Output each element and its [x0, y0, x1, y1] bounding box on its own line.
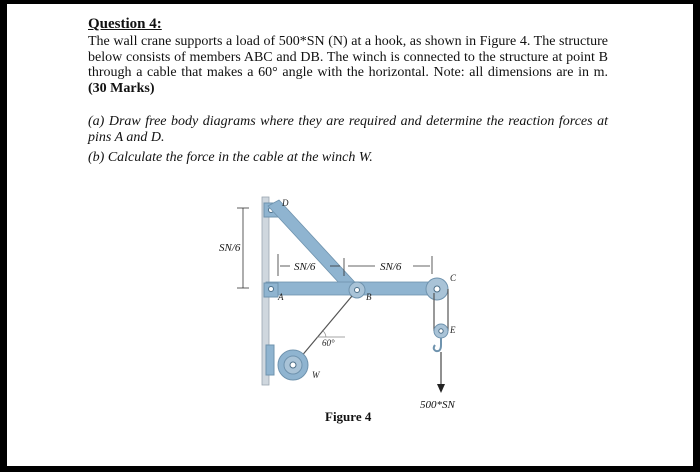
pulley-b-pin: [355, 288, 360, 293]
figure-caption: Figure 4: [325, 409, 372, 424]
label-e: E: [450, 325, 456, 335]
winch-pin: [290, 362, 296, 368]
load-arrow-head: [437, 384, 445, 393]
label-d: D: [282, 198, 289, 208]
label-b: B: [366, 292, 372, 302]
angle-label: 60°: [322, 338, 335, 348]
load-label: 500*SN: [420, 399, 455, 411]
question-title: Question 4:: [88, 16, 162, 32]
dim-vertical-label: SN/6: [219, 242, 241, 254]
pulley-c-pin: [434, 286, 440, 292]
pulley-e-pin: [439, 329, 443, 333]
dim-bc-label: SN/6: [380, 261, 402, 273]
label-a: A: [278, 292, 284, 302]
pin-a: [269, 287, 274, 292]
question-marks: (30 Marks): [88, 80, 155, 96]
label-w: W: [312, 370, 320, 380]
label-c: C: [450, 273, 457, 283]
dim-ab-label: SN/6: [294, 261, 316, 273]
question-text: The wall crane supports a load of 500*SN (N) at a hook, as shown in Figure 4. The structure below consists of members ABC and DB. The winch is connected to the structure at point B through a cable that makes a 60° angle with the horizontal. Note: all dimensions are in m.: [88, 34, 608, 81]
part-a: (a) Draw free body diagrams where they are required and determine the reaction forces at pins A and D.: [88, 114, 608, 145]
winch-mount: [266, 345, 274, 375]
cable-winch: [300, 296, 352, 358]
part-b: (b) Calculate the force in the cable at the winch W.: [88, 150, 373, 165]
hook: [434, 338, 441, 351]
